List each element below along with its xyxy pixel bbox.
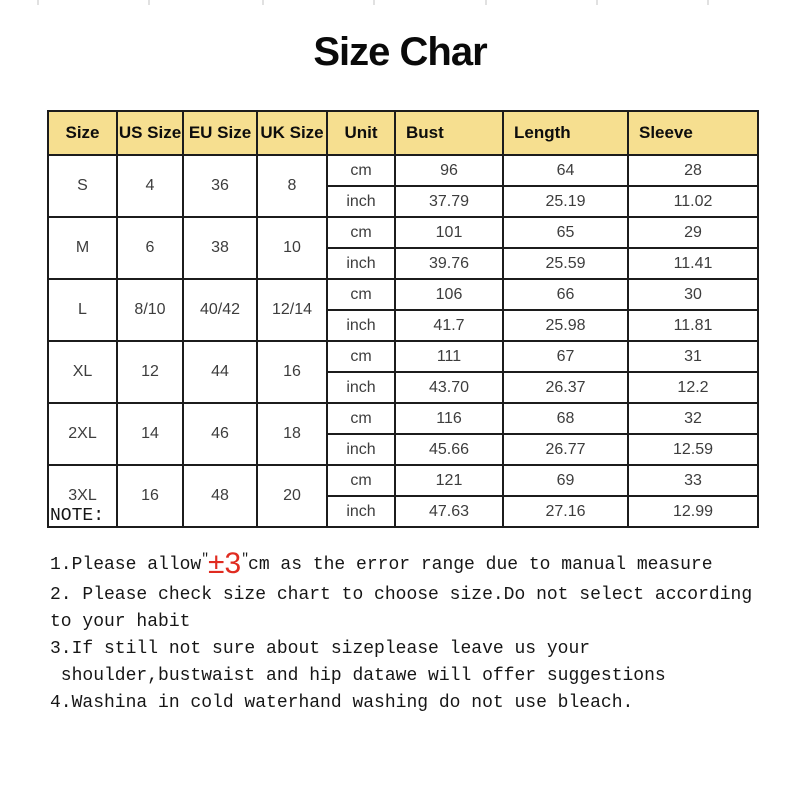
unit-cell: cm <box>327 341 395 372</box>
error-range-accent: ±3 <box>208 547 242 580</box>
header-size: Size <box>48 111 117 155</box>
close-quote-mark: ″ <box>241 551 249 566</box>
unit-cell: inch <box>327 372 395 403</box>
notes-section <box>50 506 762 717</box>
header-bust: Bust <box>395 111 503 155</box>
unit-cell: cm <box>327 217 395 248</box>
header-sleeve: Sleeve <box>628 111 758 155</box>
ruler-tick <box>596 0 598 5</box>
size-cell: 3XL <box>48 465 117 527</box>
bust-cell: 116 <box>395 403 503 434</box>
table-row <box>48 155 758 186</box>
bust-cell: 37.79 <box>395 186 503 217</box>
unit-cell: inch <box>327 434 395 465</box>
sleeve-cell: 11.41 <box>628 248 758 279</box>
sleeve-cell: 33 <box>628 465 758 496</box>
bust-cell: 96 <box>395 155 503 186</box>
unit-cell: cm <box>327 155 395 186</box>
uk-size-cell: 12/14 <box>257 279 327 341</box>
sleeve-cell: 12.2 <box>628 372 758 403</box>
us-size-cell: 16 <box>117 465 183 527</box>
header-length: Length <box>503 111 628 155</box>
header-uk-size: UK Size <box>257 111 327 155</box>
eu-size-cell: 46 <box>183 403 257 465</box>
length-cell: 69 <box>503 465 628 496</box>
unit-cell: cm <box>327 403 395 434</box>
ruler-tick <box>373 0 375 5</box>
note-line-3b: shoulder,bustwaist and hip datawe will offer suggestions <box>50 666 666 686</box>
sleeve-cell: 11.02 <box>628 186 758 217</box>
uk-size-cell: 10 <box>257 217 327 279</box>
uk-size-cell: 20 <box>257 465 327 527</box>
bust-cell: 43.70 <box>395 372 503 403</box>
uk-size-cell: 16 <box>257 341 327 403</box>
sleeve-cell: 29 <box>628 217 758 248</box>
length-cell: 26.37 <box>503 372 628 403</box>
note-line-2: 2. Please check size chart to choose size.Do not select according <box>50 585 753 605</box>
length-cell: 66 <box>503 279 628 310</box>
note-line-1 <box>50 542 762 582</box>
length-cell: 27.16 <box>503 496 628 527</box>
length-cell: 68 <box>503 403 628 434</box>
eu-size-cell: 36 <box>183 155 257 217</box>
ruler-tick <box>37 0 39 5</box>
bust-cell: 121 <box>395 465 503 496</box>
note-line-4: 4.Washina in cold waterhand washing do not use bleach. <box>50 693 634 713</box>
sleeve-cell: 11.81 <box>628 310 758 341</box>
table-row <box>48 403 758 434</box>
length-cell: 67 <box>503 341 628 372</box>
uk-size-cell: 18 <box>257 403 327 465</box>
eu-size-cell: 38 <box>183 217 257 279</box>
header-unit: Unit <box>327 111 395 155</box>
table-row <box>48 279 758 310</box>
note-line-2b: to your habit <box>50 612 191 632</box>
table-row <box>48 217 758 248</box>
bust-cell: 47.63 <box>395 496 503 527</box>
length-cell: 25.19 <box>503 186 628 217</box>
table-row <box>48 341 758 372</box>
us-size-cell: 4 <box>117 155 183 217</box>
us-size-cell: 6 <box>117 217 183 279</box>
sleeve-cell: 30 <box>628 279 758 310</box>
unit-cell: inch <box>327 496 395 527</box>
bust-cell: 45.66 <box>395 434 503 465</box>
sleeve-cell: 12.59 <box>628 434 758 465</box>
eu-size-cell: 48 <box>183 465 257 527</box>
bust-cell: 106 <box>395 279 503 310</box>
ruler-tick <box>148 0 150 5</box>
open-quote-mark: ″ <box>201 551 209 566</box>
length-cell: 64 <box>503 155 628 186</box>
notes-heading: NOTE: <box>50 506 105 526</box>
us-size-cell: 8/10 <box>117 279 183 341</box>
bust-cell: 111 <box>395 341 503 372</box>
bust-cell: 41.7 <box>395 310 503 341</box>
bust-cell: 101 <box>395 217 503 248</box>
size-cell: XL <box>48 341 117 403</box>
size-cell: M <box>48 217 117 279</box>
eu-size-cell: 40/42 <box>183 279 257 341</box>
header-eu-size: EU Size <box>183 111 257 155</box>
size-cell: 2XL <box>48 403 117 465</box>
unit-cell: cm <box>327 279 395 310</box>
table-header-row <box>48 111 758 155</box>
size-cell: L <box>48 279 117 341</box>
sleeve-cell: 31 <box>628 341 758 372</box>
page-title: Size Char <box>313 30 487 74</box>
table-row <box>48 465 758 496</box>
size-chart-table <box>47 110 759 528</box>
note-1-prefix: 1.Please allow <box>50 555 202 575</box>
note-1-suffix: cm as the error range due to manual measure <box>248 555 713 575</box>
sleeve-cell: 28 <box>628 155 758 186</box>
ruler-tick <box>485 0 487 5</box>
length-cell: 26.77 <box>503 434 628 465</box>
ruler-tick <box>707 0 709 5</box>
length-cell: 25.98 <box>503 310 628 341</box>
uk-size-cell: 8 <box>257 155 327 217</box>
ruler-tick <box>262 0 264 5</box>
unit-cell: cm <box>327 465 395 496</box>
bust-cell: 39.76 <box>395 248 503 279</box>
size-cell: S <box>48 155 117 217</box>
sleeve-cell: 32 <box>628 403 758 434</box>
length-cell: 65 <box>503 217 628 248</box>
unit-cell: inch <box>327 248 395 279</box>
note-line-3: 3.If still not sure about sizeplease leave us your <box>50 639 591 659</box>
unit-cell: inch <box>327 186 395 217</box>
eu-size-cell: 44 <box>183 341 257 403</box>
sleeve-cell: 12.99 <box>628 496 758 527</box>
header-us-size: US Size <box>117 111 183 155</box>
length-cell: 25.59 <box>503 248 628 279</box>
unit-cell: inch <box>327 310 395 341</box>
us-size-cell: 14 <box>117 403 183 465</box>
us-size-cell: 12 <box>117 341 183 403</box>
